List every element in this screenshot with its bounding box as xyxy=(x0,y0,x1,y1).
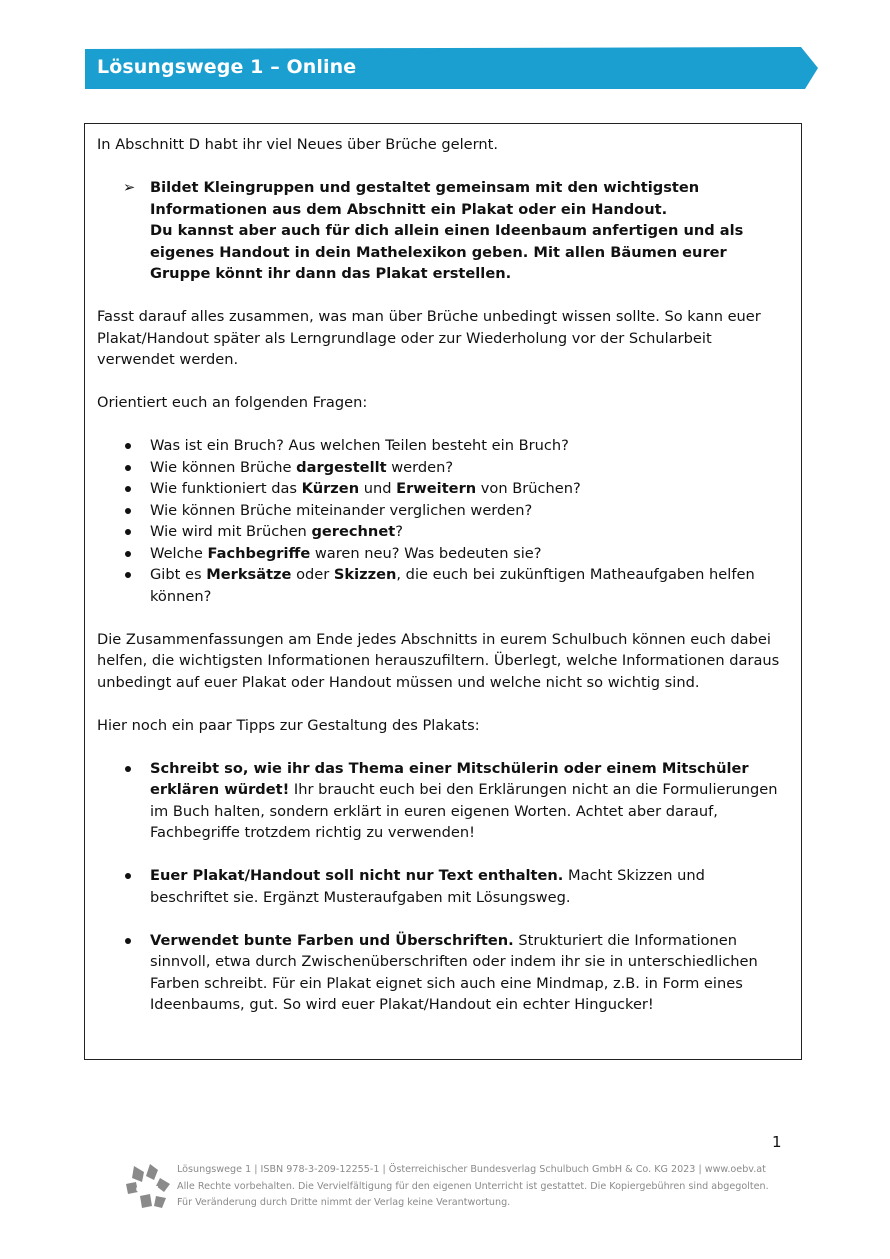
bullet-icon xyxy=(125,486,131,492)
page-title: Lösungswege 1 – Online xyxy=(97,56,357,78)
tips-heading: Hier noch ein paar Tipps zur Gestaltung des Plakats: xyxy=(97,716,480,734)
bullet-icon xyxy=(125,551,131,557)
footer-line-3: Für Veränderung durch Dritte nimmt der Verlag keine Verantwortung. xyxy=(177,1197,511,1208)
task-line-2: Du kannst aber auch für dich allein einen Ideenbaum anfertigen und als eigenes Handout in dein Mathelexikon geben. Mit allen Bäumen eurer Gruppe könnt ihr dann das Plakat erstellen. xyxy=(150,222,744,282)
tip-item: Euer Plakat/Handout soll nicht nur Text enthalten. Macht Skizzen und beschriftet sie. Ergänzt Musteraufgaben mit Lösungsweg. xyxy=(97,865,787,908)
bullet-icon xyxy=(125,443,131,449)
list-item: Wie funktioniert das Kürzen und Erweitern von Brüchen? xyxy=(97,478,787,500)
page-number: 1 xyxy=(772,1133,782,1151)
bullet-icon xyxy=(125,766,131,772)
list-item: Gibt es Merksätze oder Skizzen, die euch bei zukünftigen Matheaufgaben helfen können? xyxy=(97,564,787,607)
footer-line-2: Alle Rechte vorbehalten. Die Vervielfältigung für den eigenen Unterricht ist gestattet. Die Kopiergebühren sind abgegolten. xyxy=(177,1180,769,1192)
tip-item: Verwendet bunte Farben und Überschriften. Strukturiert die Informationen sinnvoll, etwa durch Zwischenüberschriften oder indem ihr sie in unterschiedlichen Farben schreibt. Für ein Plakat eignet sich auch eine Mindmap, z.B. in Form eines Ideenbaums, gut. So wird euer Plakat/Handout ein echter Hingucker! xyxy=(97,930,787,1016)
list-item: Wie wird mit Brüchen gerechnet? xyxy=(97,521,787,543)
bullet-icon xyxy=(125,529,131,535)
question-list xyxy=(97,435,787,607)
tip-item: Schreibt so, wie ihr das Thema einer Mitschülerin oder einem Mitschüler erklären würdet! Ihr braucht euch bei den Erklärungen nicht an die Formulierungen im Buch halten, sondern erklärt in euren eigenen Worten. Achtet aber darauf, Fachbegriffe trotzdem richtig zu verwenden! xyxy=(97,758,787,844)
intro-text: In Abschnitt D habt ihr viel Neues über Brüche gelernt. xyxy=(97,136,498,153)
summaries-hint: Die Zusammenfassungen am Ende jedes Abschnitts in eurem Schulbuch können euch dabei helfen, die wichtigsten Informationen herauszufiltern. Überlegt, welche Informationen daraus unbedingt auf euer Plakat oder Handout müssen und welche nicht so wichtig sind. xyxy=(97,630,780,691)
task-instruction xyxy=(97,177,787,285)
footer-text xyxy=(177,1162,769,1212)
content-box xyxy=(84,123,802,1060)
tips-list xyxy=(97,758,787,1016)
list-item: Welche Fachbegriffe waren neu? Was bedeuten sie? xyxy=(97,543,787,565)
bullet-icon xyxy=(125,873,131,879)
list-item: Wie können Brüche miteinander verglichen werden? xyxy=(97,500,787,522)
arrow-bullet-icon: ➢ xyxy=(123,179,136,196)
questions-heading: Orientiert euch an folgenden Fragen: xyxy=(97,394,368,411)
summary-text: Fasst darauf alles zusammen, was man über Brüche unbedingt wissen sollte. So kann euer Plakat/Handout später als Lerngrundlage oder zur Wiederholung vor der Schularbeit verwendet werden. xyxy=(97,308,761,368)
header-banner xyxy=(85,47,818,89)
task-line-1: Bildet Kleingruppen und gestaltet gemeinsam mit den wichtigsten Informationen aus dem Abschnitt ein Plakat oder ein Handout. xyxy=(150,179,700,218)
bullet-icon xyxy=(125,465,131,471)
list-item: Wie können Brüche dargestellt werden? xyxy=(97,457,787,479)
bullet-icon xyxy=(125,938,131,944)
footer-line-1: Lösungswege 1 | ISBN 978-3-209-12255-1 | Österreichischer Bundesverlag Schulbuch GmbH & Co. KG 2023 | www.oebv.at xyxy=(177,1164,766,1175)
logo-text: öbv xyxy=(135,1182,159,1195)
bullet-icon xyxy=(125,572,131,578)
list-item: Was ist ein Bruch? Aus welchen Teilen besteht ein Bruch? xyxy=(97,435,787,457)
bullet-icon xyxy=(125,508,131,514)
oebv-logo-icon xyxy=(124,1162,170,1210)
